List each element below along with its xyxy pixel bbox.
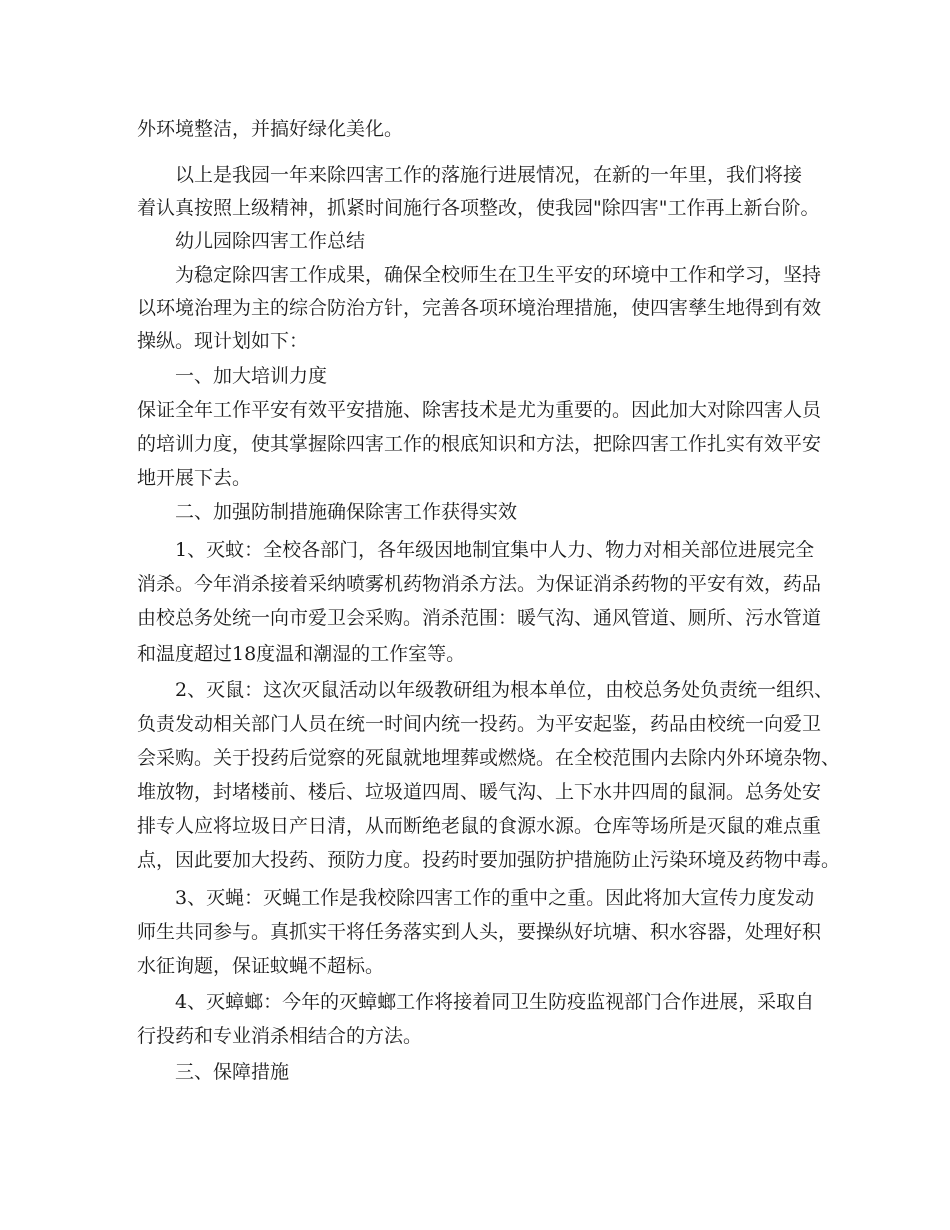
text-line: 师生共同参与。真抓实干将任务落实到人头，要操纵好坑塘、积水容器，处理好积 (137, 921, 822, 943)
text-line: 外环境整洁，并搞好绿化美化。 (137, 118, 404, 140)
text-line: 3、灭蝇：灭蝇工作是我校除四害工作的重中之重。因此将加大宣传力度发动 (175, 887, 815, 909)
text-line: 堆放物，封堵楼前、楼后、垃圾道四周、暖气沟、上下水井四周的鼠洞。总务处安 (137, 781, 822, 803)
text-line: 点，因此要加大投药、预防力度。投药时要加强防护措施防止污染环境及药物中毒。 (137, 849, 841, 871)
text-line: 由校总务处统一向市爱卫会采购。消杀范围：暖气沟、通风管道、厕所、污水管道 (137, 607, 822, 629)
text-line: 2、灭鼠：这次灭鼠活动以年级教研组为根本单位，由校总务处负责统一组织、 (175, 679, 834, 701)
text-line: 排专人应将垃圾日产日清，从而断绝老鼠的食源水源。仓库等场所是灭鼠的难点重 (137, 815, 822, 837)
text-line: 地开展下去。 (137, 467, 252, 489)
text-line: 保证全年工作平安有效平安措施、除害技术是尤为重要的。因此加大对除四害人员 (137, 399, 822, 421)
text-line: 4、灭蟑螂：今年的灭蟑螂工作将接着同卫生防疫监视部门合作进展，采取自 (175, 991, 815, 1013)
text-line: 的培训力度，使其掌握除四害工作的根底知识和方法，把除四害工作扎实有效平安 (137, 433, 822, 455)
text-line: 会采购。关于投药后觉察的死鼠就地埋葬或燃烧。在全校范围内去除内外环境杂物、 (137, 747, 841, 769)
text-line: 以环境治理为主的综合防治方针，完善各项环境治理措施，使四害孳生地得到有效 (137, 297, 822, 319)
text-line: 消杀。今年消杀接着采纳喷雾机药物消杀方法。为保证消杀药物的平安有效，药品 (137, 573, 822, 595)
section-title: 幼儿园除四害工作总结 (175, 230, 366, 252)
text-line: 1、灭蚊：全校各部门，各年级因地制宜集中人力、物力对相关部位进展完全 (175, 539, 815, 561)
text-line: 操纵。现计划如下： (137, 330, 309, 352)
text-line: 着认真按照上级精神，抓紧时间施行各项整改，使我园"除四害"工作再上新台阶。 (137, 197, 820, 219)
text-line: 和温度超过18度温和潮湿的工作室等。 (137, 643, 466, 665)
text-line: 负责发动相关部门人员在统一时间内统一投药。为平安起鉴，药品由校统一向爱卫 (137, 713, 822, 735)
section-heading: 三、保障措施 (175, 1061, 290, 1083)
text-line: 行投药和专业消杀相结合的方法。 (137, 1025, 423, 1047)
section-heading: 二、加强防制措施确保除害工作获得实效 (175, 501, 518, 523)
text-line: 以上是我园一年来除四害工作的落施行进展情况，在新的一年里，我们将接 (175, 164, 803, 186)
text-line: 为稳定除四害工作成果，确保全校师生在卫生平安的环境中工作和学习，坚持 (175, 264, 822, 286)
section-heading: 一、加大培训力度 (175, 365, 328, 387)
text-line: 水征询题，保证蚊蝇不超标。 (137, 955, 385, 977)
